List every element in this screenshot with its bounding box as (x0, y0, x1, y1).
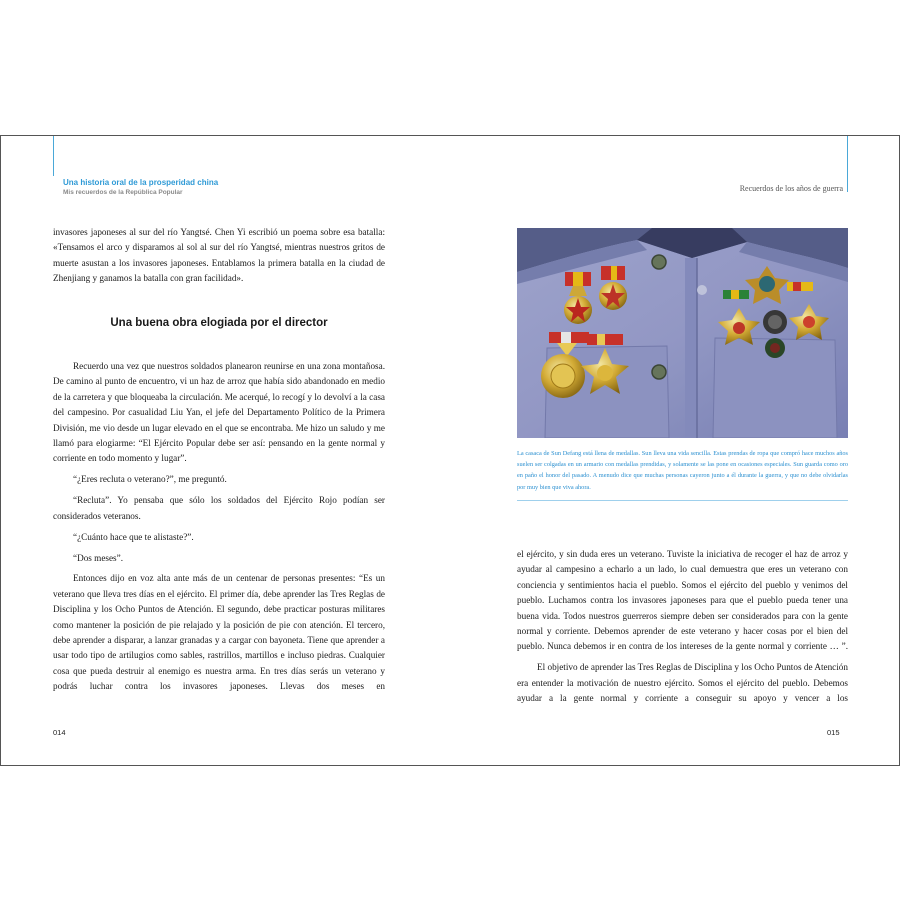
book-subtitle: Mis recuerdos de la República Popular (63, 189, 183, 196)
body-paragraph: Entonces dijo en voz alta ante más de un centenar de personas presentes: “Es un veterano que lleva tres días en el ejército. El primer día, debe aprender las Tres Reglas de Disciplina y los Ocho Puntos de Atención. El segundo, debe practicar posturas militares como mantener la posición de pie relajado y la posición de pie con atención. El tercero, debe aprender a disparar, a lanzar granadas y a cargar con bayoneta. Tiene que aprender a usar todo tipo de artilugios como sables, rastrillos, martillos e incluso piedras. Cualquier cosa que pueda destruir al enemigo es nuestra arma. En tres días serás un veterano y podrás luchar contra los invasores japoneses. Llevas dos meses en (53, 573, 385, 692)
medals-photo (517, 228, 848, 438)
body-paragraph: “¿Eres recluta o veterano?”, me preguntó. (73, 474, 227, 485)
body-paragraph: Recuerdo una vez que nuestros soldados planearon reunirse en una zona montañosa. De camino al punto de encuentro, vi un haz de arroz que había sido abandonado en medio de la carretera y que bloqueaba la circulación. Me acerqué, lo recogí y lo devolví a la casa del campesino. Por casualidad Liu Yan, el jefe del Departamento Político de la Primera División, me vio desde un lugar elevado en el que se encontraba. Me hizo un saludo y me llamó para elogiarme: “El Ejército Popular debe ser así: pensando en la gente normal y corriente en todo momento y lugar”. (53, 361, 385, 464)
right-page-text (517, 547, 848, 712)
header-rule-right (847, 136, 848, 192)
body-paragraph: El objetivo de aprender las Tres Reglas de Disciplina y los Ocho Puntos de Atención era entender la motivación de nuestro ejército. Somos el ejército del pueblo. Debemos ayudar a la gente normal y corriente a conseguir su apoyo y vencer a los (517, 662, 848, 704)
body-paragraph: “¿Cuánto hace que te alistaste?”. (73, 531, 194, 542)
jacket-with-medals-image (517, 228, 848, 438)
page-number-right: 015 (827, 728, 840, 737)
book-title: Una historia oral de la prosperidad china (63, 178, 219, 187)
running-header-left (63, 178, 218, 197)
body-paragraph: “Recluta”. Yo pensaba que sólo los soldados del Ejército Rojo podían ser considerados veteranos. (53, 495, 385, 521)
page-number-left: 014 (53, 728, 66, 737)
body-paragraph: “Dos meses”. (73, 552, 124, 563)
section-title: Una buena obra elogiada por el director (110, 316, 328, 329)
caption-rule (517, 500, 848, 501)
book-spread (0, 135, 900, 766)
body-paragraph: el ejército, y sin duda eres un veterano. Tuviste la iniciativa de recoger el haz de arroz y ayudar al campesino a echarlo a un lado, lo cual demuestra que eres un veterano con conciencia y sentimientos hacia el pueblo. Somos el ejército del pueblo y venimos del pueblo. Luchamos contra los invasores japoneses para que el pueblo pueda tener una buena vida. Todos nuestros guerreros siempre deben ser considerados para con la gente normal y corriente. Debemos aprender de este veterano y hacer cosas por el bien del pueblo. Nunca debemos ir en contra de los intereses de la gente normal y corriente … ”. (517, 549, 848, 652)
intro-paragraph: invasores japoneses al sur del río Yangtsé. Chen Yi escribió un poema sobre esa batalla: «Tensamos el arco y disparamos al sol al sur del río Yangtsé, mientras nuestros gritos de muerte asustan a los invasores japoneses. Entablamos la primera batalla en la ciudad de Zhenjiang y ganamos la batalla con gran facilidad». (53, 227, 385, 284)
chapter-title: Recuerdos de los años de guerra (739, 184, 843, 193)
header-rule-left (53, 136, 54, 176)
left-page-text (53, 225, 385, 700)
photo-caption: La casaca de Sun Defang está llena de medallas. Sun lleva una vida sencilla. Estas prendas de ropa que compró hace muchos años suelen ser colgadas en un armario con medallas prendidas, y solamente se las pone en ocasiones especiales. Sun guarda como oro en paño el honor del pasado. A menudo dice que muchas personas cayeron junto a él durante la guerra, y que no debe olvidarlas por muy bien que viva ahora. (517, 450, 848, 491)
